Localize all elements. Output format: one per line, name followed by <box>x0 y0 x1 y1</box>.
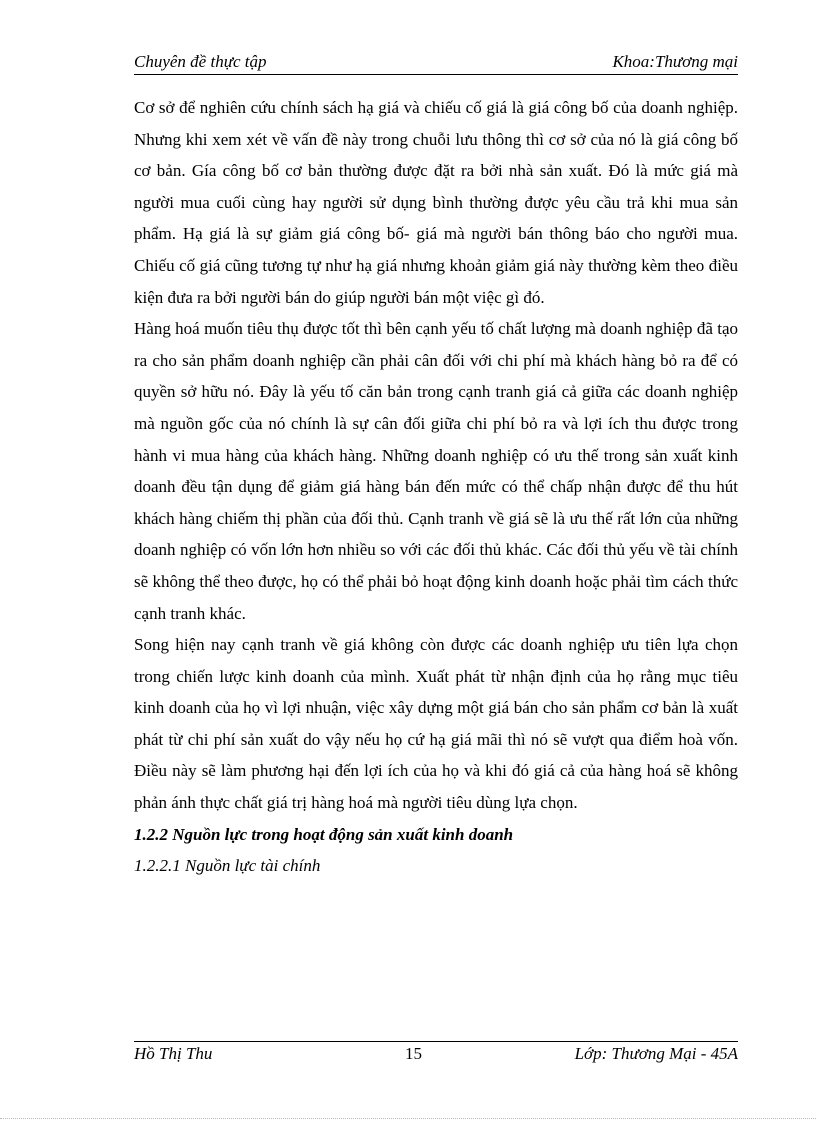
page-header <box>134 48 738 75</box>
body-paragraph: Cơ sở để nghiên cứu chính sách hạ giá và chiếu cố giá là giá công bố của doanh nghiệp. Nhưng khi xem xét về vấn đề này trong chuỗi lưu thông thì cơ sở của nó là giá công bố cơ bản. Gía công bố cơ bản thường được đặt ra bởi nhà sản xuất. Đó là mức giá mà người mua cuối cùng hay người sử dụng bình thường được yêu cầu trả khi mua sản phẩm. Hạ giá là sự giảm giá công bố- giá mà người bán thông báo cho người mua. Chiếu cố giá cũng tương tự như hạ giá nhưng khoản giảm giá này thường kèm theo điều kiện đưa ra bởi người bán do giúp người bán một việc gì đó. <box>134 98 738 307</box>
header-left-text: Chuyên đề thực tập <box>134 52 267 71</box>
section-heading: 1.2.2 Nguồn lực trong hoạt động sản xuất kinh doanh <box>134 824 514 844</box>
header-right-text: Khoa:Thương mại <box>612 52 738 71</box>
body-paragraph: Song hiện nay cạnh tranh về giá không còn được các doanh nghiệp ưu tiên lựa chọn trong chiến lược kinh doanh của mình. Xuất phát từ nhận định của họ rằng mục tiêu kinh doanh của họ vì lợi nhuận, việc xây dựng một giá bán cho sản phẩm cơ bản là xuất phát từ chi phí sản xuất do vậy nếu họ cứ hạ giá mãi thì nó sẽ vượt qua điểm hoà vốn. Điều này sẽ làm phương hại đến lợi ích của họ và khi đó giá cả của hàng hoá sẽ không phản ánh thực chất giá trị hàng hoá mà người tiêu dùng lựa chọn. <box>134 635 738 813</box>
footer-author: Hồ Thị Thu <box>134 1044 213 1063</box>
subsection-heading: 1.2.2.1 Nguồn lực tài chính <box>134 856 321 876</box>
page-number: 15 <box>405 1044 422 1063</box>
body-paragraph: Hàng hoá muốn tiêu thụ được tốt thì bên cạnh yếu tố chất lượng mà doanh nghiệp đã tạo ra cho sản phẩm doanh nghiệp cần phải cân đối với chi phí mà khách hàng bỏ ra để có quyền sở hữu nó. Đây là yếu tố căn bản trong cạnh tranh giá cả giữa các doanh nghiệp mà nguồn gốc của nó chính là sự cân đối giữa chi phí bỏ ra và lợi ích thu được trong hành vi mua hàng của khách hàng. Những doanh nghiệp có ưu thế trong sản xuất kinh doanh đều tận dụng để giảm giá hàng bán đến mức có thể chấp nhận được để thu hút khách hàng chiếm thị phần của đối thủ. Cạnh tranh về giá sẽ là ưu thế rất lớn của những doanh nghiệp có vốn lớn hơn nhiều so với các đối thủ khác. Các đối thủ yếu về tài chính sẽ không thể theo được, họ có thể phải bỏ hoạt động kinh doanh hoặc phải tìm cách thức cạnh tranh khác. <box>134 319 738 623</box>
page-footer <box>134 1041 738 1064</box>
footer-class: Lớp: Thương Mại - 45A <box>574 1044 738 1063</box>
page-edge-divider <box>0 1118 816 1119</box>
page-body <box>134 92 738 882</box>
